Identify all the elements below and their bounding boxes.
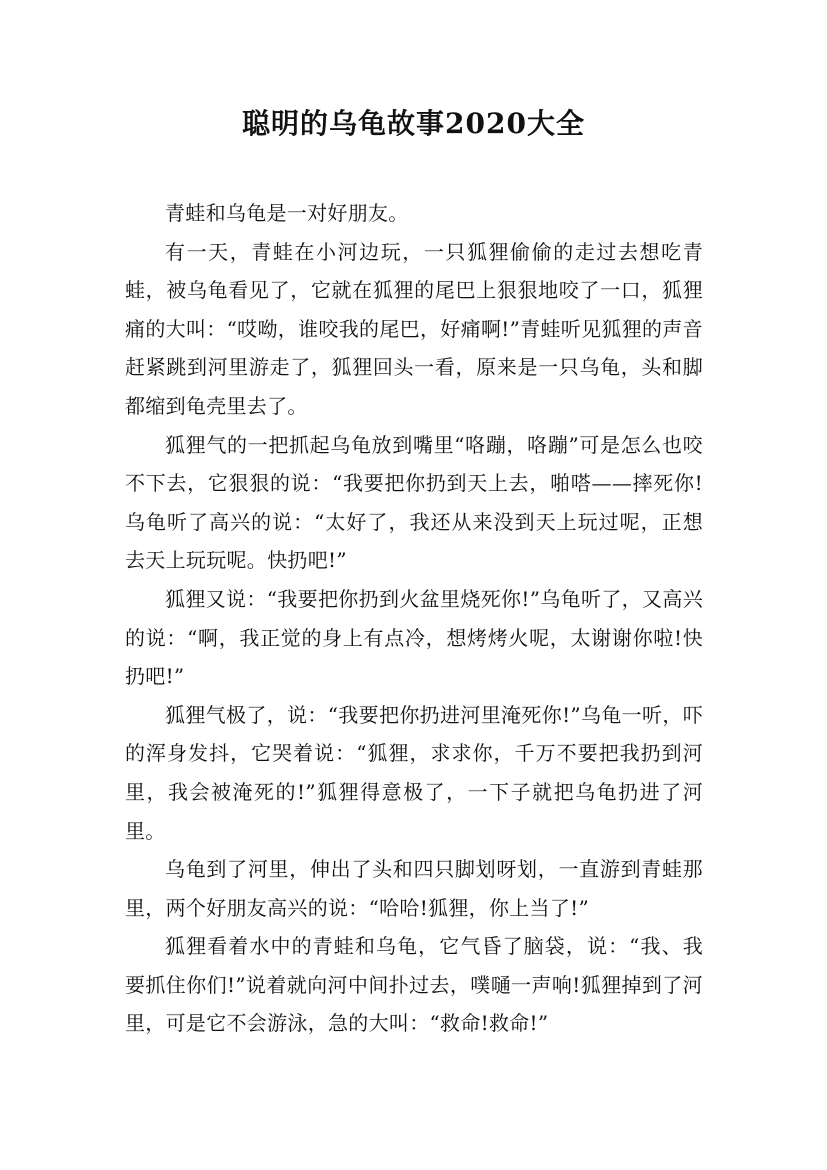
paragraph-3: 狐狸气的一把抓起乌龟放到嘴里“咯蹦，咯蹦”可是怎么也咬不下去，它狠狠的说：“我要把你扔到天上去，啪嗒——摔死你!乌龟听了高兴的说：“太好了，我还从来没到天上玩过呢，正想去天上玩玩呢。快扔吧!” [125, 432, 703, 573]
document-body [125, 194, 703, 1043]
paragraph-1: 青蛙和乌龟是一对好朋友。 [165, 201, 409, 225]
paragraph-2: 有一天，青蛙在小河边玩，一只狐狸偷偷的走过去想吃青蛙，被乌龟看见了，它就在狐狸的尾巴上狠狠地咬了一口，狐狸痛的大叫：“哎呦，谁咬我的尾巴，好痛啊!”青蛙听见狐狸的声音赶紧跳到河里游走了，狐狸回头一看，原来是一只乌龟，头和脚都缩到龟壳里去了。 [125, 239, 703, 418]
paragraph-6: 乌龟到了河里，伸出了头和四只脚划呀划，一直游到青蛙那里，两个好朋友高兴的说：“哈哈!狐狸，你上当了!” [125, 857, 703, 920]
paragraph-7: 狐狸看着水中的青蛙和乌龟，它气昏了脑袋，说：“我、我要抓住你们!”说着就向河中间扑过去，噗嗵一声响!狐狸掉到了河里，可是它不会游泳，急的大叫：“救命!救命!” [125, 934, 703, 1036]
paragraph-4: 狐狸又说：“我要把你扔到火盆里烧死你!”乌龟听了，又高兴的说：“啊，我正觉的身上有点冷，想烤烤火呢，太谢谢你啦!快扔吧!” [125, 586, 703, 689]
page-title: 聪明的乌龟故事2020大全 [242, 107, 585, 140]
paragraph-5: 狐狸气极了，说：“我要把你扔进河里淹死你!”乌龟一听，吓的浑身发抖，它哭着说：“狐狸，求求你，千万不要把我扔到河里，我会被淹死的!”狐狸得意极了，一下子就把乌龟扔进了河里。 [125, 702, 703, 843]
